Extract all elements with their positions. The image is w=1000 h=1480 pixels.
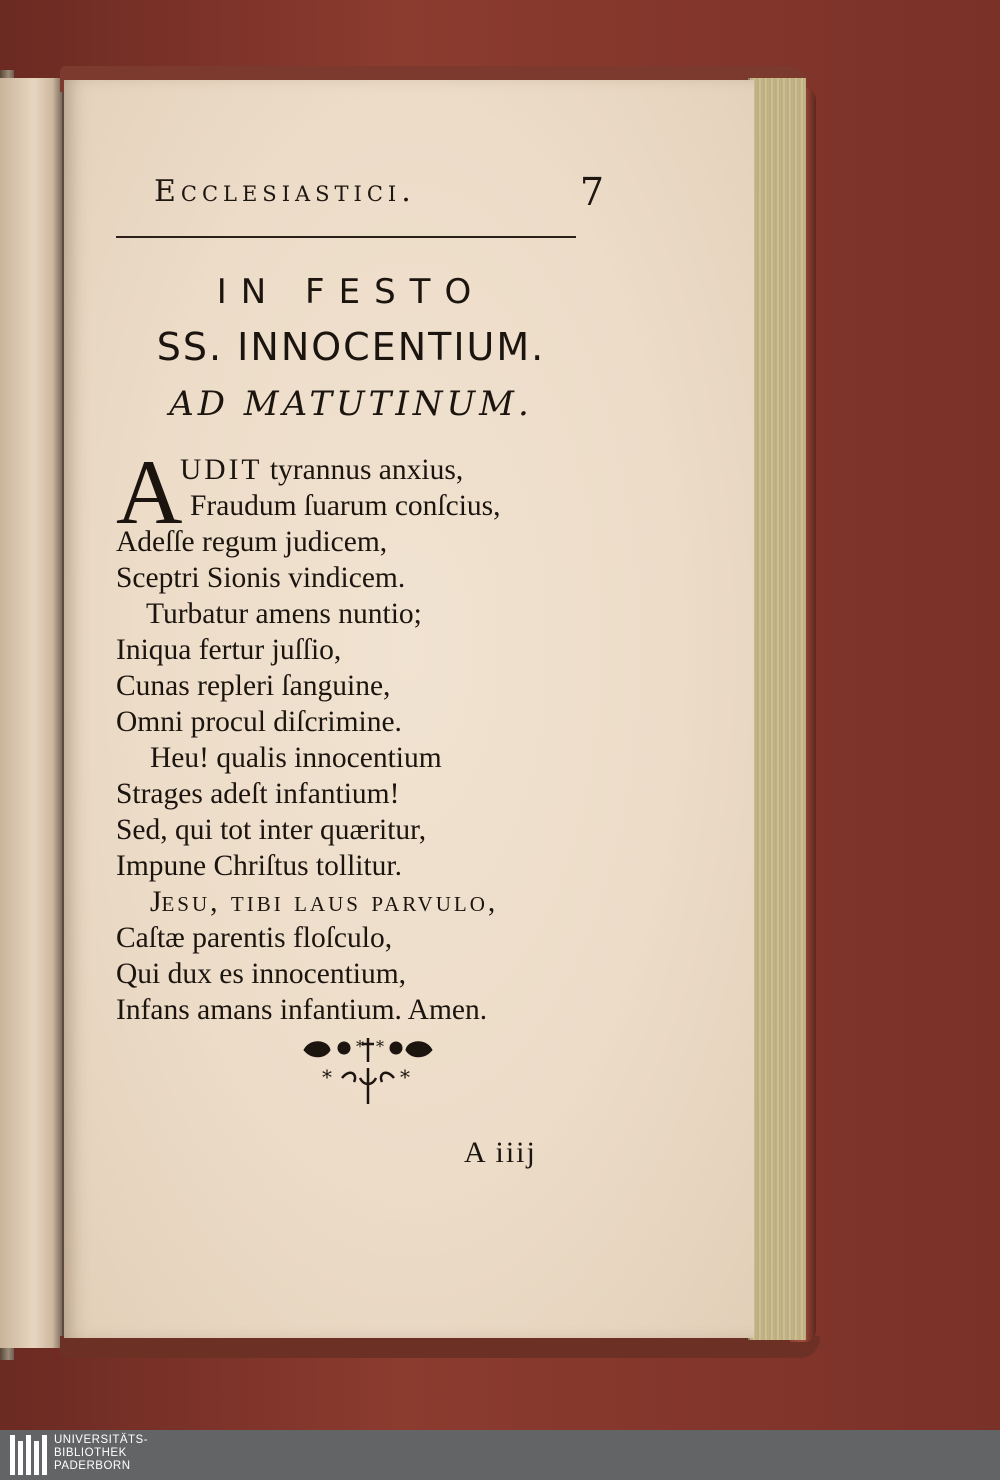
hymn-line: Fraudum ſuarum conſcius, — [190, 490, 501, 522]
hymn-line: Turbatur amens nuntio; — [146, 598, 422, 630]
svg-text:*: * — [322, 1065, 332, 1089]
institution-line: BIBLIOTHEK — [54, 1447, 127, 1459]
hymn-line-text: tyrannus anxius, — [269, 454, 464, 486]
hymn-line: Strages adeſt infantium! — [116, 778, 400, 810]
hymn-line: Caſtæ parentis floſculo, — [116, 922, 393, 954]
hymn-line — [180, 454, 463, 487]
svg-text:*: * — [356, 1037, 364, 1056]
hymn-line-text: esu, tibi laus parvulo, — [161, 886, 499, 918]
heading-festo: IN FESTO — [216, 272, 486, 312]
institution-name — [54, 1434, 148, 1473]
signature-mark: A iiij — [464, 1136, 537, 1169]
hymn-line: Sceptri Sionis vindicem. — [116, 562, 406, 594]
facing-page-edge — [0, 78, 64, 1348]
institution-line: PADERBORN — [54, 1460, 131, 1472]
fleuron-ornament-icon — [300, 1034, 436, 1108]
institution-line: UNIVERSITÄTS- — [54, 1434, 149, 1446]
hymn-line: Cunas repleri ſanguine, — [116, 670, 391, 702]
hymn-line — [150, 886, 498, 919]
page-fore-edge — [748, 78, 806, 1340]
first-word-small-caps: UDIT — [180, 454, 263, 486]
hymn-line: Omni procul diſcrimine. — [116, 706, 402, 738]
library-footer-bar — [0, 1430, 1000, 1480]
heading-matutinum: AD MATUTINUM. — [169, 384, 533, 424]
head-rule-divider — [116, 236, 576, 238]
cover-board-bottom — [60, 1336, 820, 1358]
svg-text:*: * — [400, 1065, 410, 1089]
running-head — [154, 170, 604, 220]
hymn-line: Qui dux es innocentium, — [116, 958, 407, 990]
hymn-line: Iniqua fertur juſſio, — [116, 634, 342, 666]
hymn-text — [116, 441, 576, 1026]
hymn-line: Heu! qualis innocentium — [150, 742, 442, 774]
hymn-line: Impune Chriſtus tollitur. — [116, 850, 402, 882]
hymn-line: Adeſſe regum judicem, — [116, 526, 388, 558]
svg-text:*: * — [376, 1037, 384, 1056]
page-number: 7 — [579, 170, 604, 214]
hymn-line: Sed, qui tot inter quæritur, — [116, 814, 427, 846]
heading-innocentium: SS. INNOCENTIUM. — [156, 325, 546, 369]
hymn-line: Infans amans infantium. Amen. — [116, 994, 488, 1026]
jesu-initial: J — [150, 886, 162, 918]
library-logo-icon — [8, 1433, 50, 1477]
running-head-title: Ecclesiastici. — [154, 174, 416, 209]
drop-cap: A — [116, 441, 183, 543]
